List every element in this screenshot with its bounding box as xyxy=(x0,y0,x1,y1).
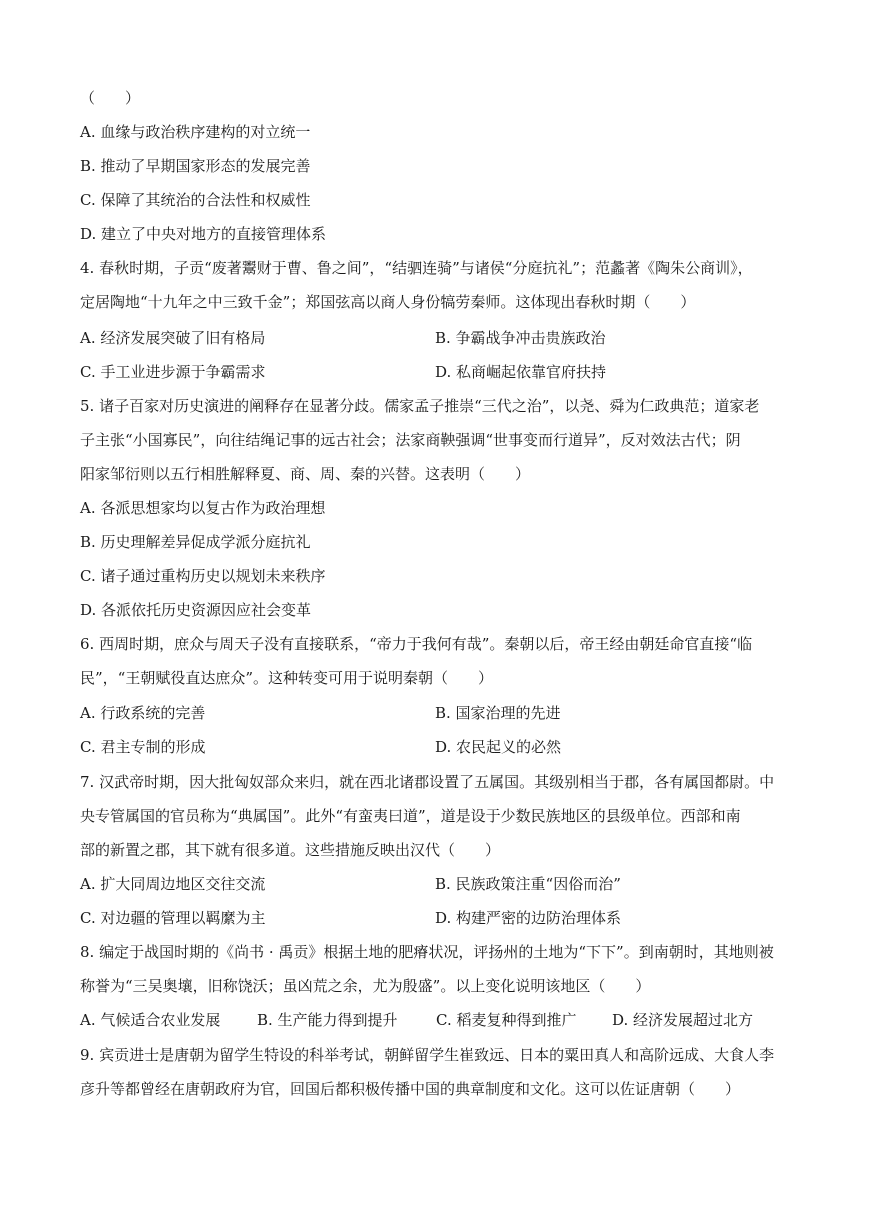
q3-option-c: C. 保障了其统治的合法性和权威性 xyxy=(80,191,311,209)
q3-answer-blank: （ ） xyxy=(80,89,141,107)
q6-option-d: D. 农民起义的必然 xyxy=(435,738,562,756)
q7-stem-line-2: 央专管属国的官员称为“典属国”。此外“有蛮夷曰道”，道是设于少数民族地区的县级单位。西部和南 xyxy=(80,807,741,825)
q9-stem-line-1: 9. 宾贡进士是唐朝为留学生特设的科举考试，朝鲜留学生崔致远、日本的粟田真人和高阶远成、大食人李 xyxy=(80,1046,775,1064)
q4-stem-line-2: 定居陶地“十九年之中三致千金”；郑国弦高以商人身份犒劳秦师。这体现出春秋时期（ ） xyxy=(80,293,696,311)
q4-option-b: B. 争霸战争冲击贵族政治 xyxy=(435,329,606,347)
q6-option-c: C. 君主专制的形成 xyxy=(80,738,206,756)
q4-option-a: A. 经济发展突破了旧有格局 xyxy=(80,329,266,347)
q8-option-d: D. 经济发展超过北方 xyxy=(612,1011,754,1029)
q8-option-a: A. 气候适合农业发展 xyxy=(80,1011,221,1029)
q7-option-a: A. 扩大同周边地区交往交流 xyxy=(80,875,266,893)
q6-option-b: B. 国家治理的先进 xyxy=(435,704,561,722)
q3-option-a: A. 血缘与政治秩序建构的对立统一 xyxy=(80,123,311,141)
q6-stem-line-2: 民”，“王朝赋役直达庶众”。这种转变可用于说明秦朝（ ） xyxy=(80,669,494,687)
q7-option-b: B. 民族政策注重“因俗而治” xyxy=(435,875,621,893)
q7-stem-line-3: 部的新置之郡，其下就有很多道。这些措施反映出汉代（ ） xyxy=(80,841,501,859)
q5-option-c: C. 诸子通过重构历史以规划未来秩序 xyxy=(80,567,326,585)
q7-option-c: C. 对边疆的管理以羁縻为主 xyxy=(80,909,266,927)
q5-option-d: D. 各派依托历史资源因应社会变革 xyxy=(80,601,312,619)
q4-option-d: D. 私商崛起依靠官府扶持 xyxy=(435,363,607,381)
q5-option-b: B. 历史理解差异促成学派分庭抗礼 xyxy=(80,533,311,551)
q3-option-b: B. 推动了早期国家形态的发展完善 xyxy=(80,157,311,175)
q9-stem-line-2: 彦升等都曾经在唐朝政府为官，回国后都积极传播中国的典章制度和文化。这可以佐证唐朝（ ） xyxy=(80,1080,741,1098)
q7-stem-line-1: 7. 汉武帝时期，因大批匈奴部众来归，就在西北诸郡设置了五属国。其级别相当于郡，各有属国都尉。中 xyxy=(80,773,775,791)
q7-option-d: D. 构建严密的边防治理体系 xyxy=(435,909,622,927)
q4-stem-line-1: 4. 春秋时期，子贡“废著鬻财于曹、鲁之间”，“结驷连骑”与诸侯“分庭抗礼”；范蠡著《陶朱公商训》， xyxy=(80,259,753,277)
q8-stem-line-2: 称誉为“三吴奥壤，旧称饶沃；虽凶荒之余，尤为殷盛”。以上变化说明该地区（ ） xyxy=(80,977,651,995)
q5-stem-line-2: 子主张“小国寡民”，向往结绳记事的远古社会；法家商鞅强调“世事变而行道异”，反对效法古代；阴 xyxy=(80,431,741,449)
q6-option-a: A. 行政系统的完善 xyxy=(80,704,206,722)
q8-stem-line-1: 8. 编定于战国时期的《尚书 · 禹贡》根据土地的肥瘠状况，评扬州的土地为“下下”。到南朝时，其地则被 xyxy=(80,943,774,961)
q3-option-d: D. 建立了中央对地方的直接管理体系 xyxy=(80,225,327,243)
q5-stem-line-3: 阳家邹衍则以五行相胜解释夏、商、周、秦的兴替。这表明（ ） xyxy=(80,465,531,483)
q4-option-c: C. 手工业进步源于争霸需求 xyxy=(80,363,266,381)
q5-stem-line-1: 5. 诸子百家对历史演进的阐释存在显著分歧。儒家孟子推崇“三代之治”，以尧、舜为仁政典范；道家老 xyxy=(80,397,760,415)
q5-option-a: A. 各派思想家均以复古作为政治理想 xyxy=(80,499,326,517)
q8-option-c: C. 稻麦复种得到推广 xyxy=(436,1011,577,1029)
q8-option-b: B. 生产能力得到提升 xyxy=(257,1011,398,1029)
q6-stem-line-1: 6. 西周时期，庶众与周天子没有直接联系，“帝力于我何有哉”。秦朝以后，帝王经由朝廷命官直接“临 xyxy=(80,635,753,653)
